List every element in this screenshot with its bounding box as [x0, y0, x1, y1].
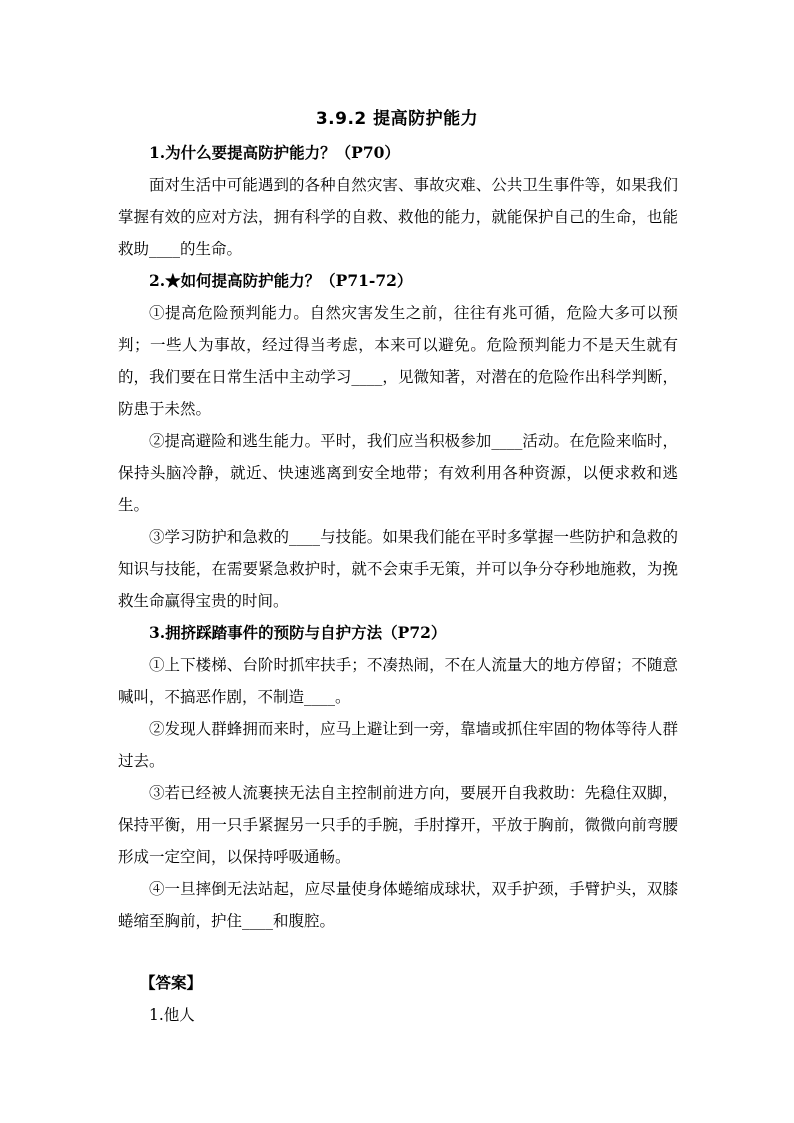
paragraph: ③若已经被人流裹挟无法自主控制前进方向，要展开自我救助：先稳住双脚，保持平衡，用一只手紧握另一只手的手腕，手肘撑开，平放于胸前，微微向前弯腰形成一定空间，以保持呼吸通畅。 — [118, 784, 678, 866]
answer-item: 1.他人 — [149, 1006, 195, 1024]
section-heading: 1.为什么要提高防护能力？（P70） — [149, 143, 400, 162]
paragraph: ②发现人群蜂拥而来时，应马上避让到一旁，靠墙或抓住牢固的物体等待人群过去。 — [118, 720, 678, 770]
paragraph: ②提高避险和逃生能力。平时，我们应当积极参加____活动。在危险来临时，保持头脑冷静，就近、快速逃离到安全地带；有效利用各种资源，以便求救和逃生。 — [118, 432, 678, 514]
document-body — [118, 137, 678, 1031]
paragraph: ③学习防护和急救的____与技能。如果我们能在平时多掌握一些防护和急救的知识与技能，在需要紧急救护时，就不会束手无策，并可以争分夺秒地施救，为挽救生命赢得宝贵的时间。 — [118, 528, 678, 610]
section-2 — [118, 265, 678, 617]
paragraph: ④一旦摔倒无法站起，应尽量使身体蜷缩成球状，双手护颈，手臂护头，双膝蜷缩至胸前，护住____和腹腔。 — [118, 880, 678, 930]
paragraph: ①提高危险预判能力。自然灾害发生之前，往往有兆可循，危险大多可以预判；一些人为事故，经过得当考虑，本来可以避免。危险预判能力不是天生就有的，我们要在日常生活中主动学习____，见微知著，对潜在的危险作出科学判断，防患于未然。 — [118, 304, 678, 418]
section-heading: 2.★如何提高防护能力？（P71-72） — [149, 271, 413, 290]
section-heading: 3.拥挤踩踏事件的预防与自护方法（P72） — [149, 623, 447, 642]
section-1 — [118, 137, 678, 265]
document-title: 3.9.2 提高防护能力 — [315, 109, 479, 129]
paragraph: ①上下楼梯、台阶时抓牢扶手；不凑热闹，不在人流量大的地方停留；不随意喊叫，不搞恶作剧，不制造____。 — [118, 656, 678, 706]
section-3 — [118, 617, 678, 937]
paragraph: 面对生活中可能遇到的各种自然灾害、事故灾难、公共卫生事件等，如果我们掌握有效的应对方法，拥有科学的自救、救他的能力，就能保护自己的生命，也能救助____的生命。 — [118, 176, 678, 258]
answer-heading: 【答案】 — [140, 973, 203, 992]
